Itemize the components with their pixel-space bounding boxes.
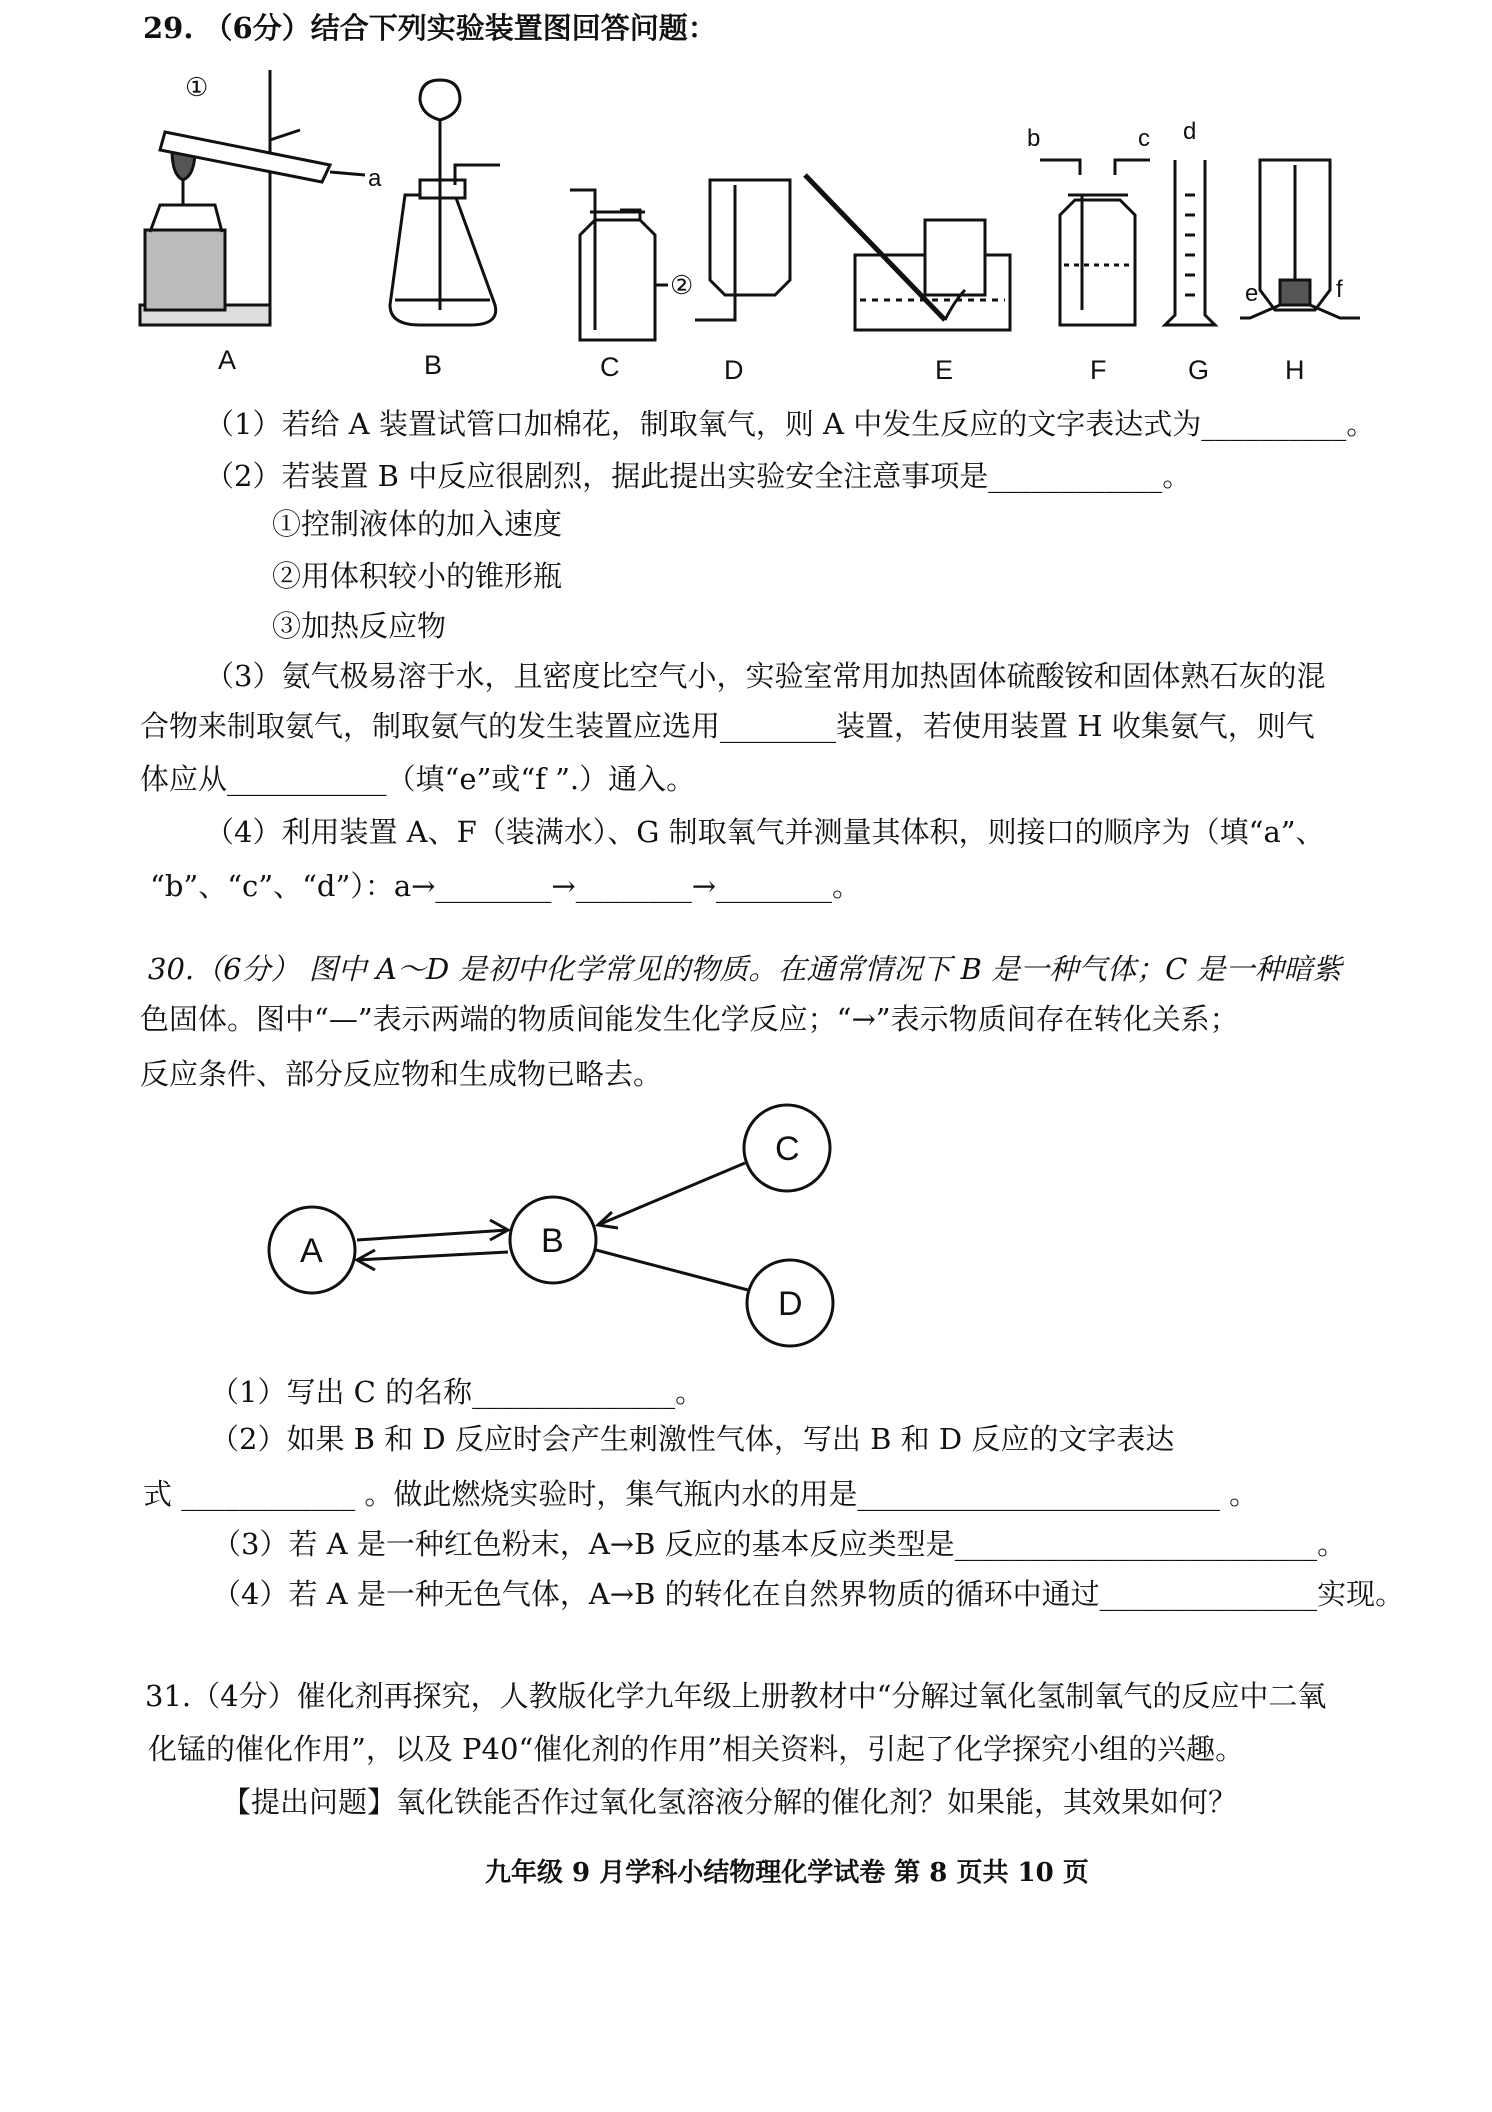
apparatus-label-c: C bbox=[600, 352, 620, 382]
apparatus-label-h: H bbox=[1285, 355, 1305, 385]
port-label-f: f bbox=[1336, 276, 1343, 303]
q30-sub4: （4）若 A 是一种无色气体，A→B 的转化在自然界物质的循环中通过_______________实现。 bbox=[212, 1577, 1405, 1611]
port-label-circle2: ② bbox=[670, 270, 694, 300]
port-label-b: b bbox=[1027, 125, 1041, 152]
arrow-a-to-b bbox=[357, 1230, 508, 1240]
node-c-label: C bbox=[775, 1130, 800, 1168]
apparatus-label-a: A bbox=[218, 345, 237, 375]
line-b-to-d bbox=[596, 1250, 748, 1290]
apparatus-label-d: D bbox=[724, 355, 744, 385]
port-label-circle1: ① bbox=[185, 72, 209, 102]
port-label-e: e bbox=[1245, 280, 1259, 307]
q30-header-line1: 30.（6分） 图中 A～D 是初中化学常见的物质。在通常情况下 B 是一种气体；C 是一种暗紫 bbox=[148, 952, 1342, 986]
q30-sub2-line2: 式 ____________ 。做此燃烧实验时，集气瓶内水的用是_________________________ 。 bbox=[143, 1477, 1259, 1511]
q31-line2: 化锰的催化作用”，以及 P40“催化剂的作用”相关资料，引起了化学探究小组的兴趣。 bbox=[148, 1732, 1245, 1766]
q29-sub3-line2: 合物来制取氨气，制取氨气的发生装置应选用________装置，若使用装置 H 收集氨气，则气 bbox=[140, 709, 1315, 743]
q31-line3: 【提出问题】氧化铁能否作过氧化氢溶液分解的催化剂？如果能，其效果如何？ bbox=[222, 1785, 1238, 1819]
apparatus-label-f: F bbox=[1090, 355, 1107, 385]
q30-header-line2: 色固体。图中“—”表示两端的物质间能发生化学反应；“→”表示物质间存在转化关系； bbox=[140, 1002, 1239, 1036]
apparatus-label-g: G bbox=[1188, 355, 1210, 385]
q29-option-2: ②用体积较小的锥形瓶 bbox=[272, 559, 563, 593]
q29-option-3: ③加热反应物 bbox=[272, 609, 447, 643]
q29-sub3-line1: （3）氨气极易溶于水，且密度比空气小，实验室常用加热固体硫酸铵和固体熟石灰的混 bbox=[205, 659, 1326, 693]
q30-header-line3: 反应条件、部分反应物和生成物已略去。 bbox=[140, 1057, 663, 1091]
q31-line1: 31.（4分）催化剂再探究，人教版化学九年级上册教材中“分解过氧化氢制氧气的反应中二氧 bbox=[145, 1679, 1327, 1713]
q29-sub1: （1）若给 A 装置试管口加棉花，制取氧气，则 A 中发生反应的文字表达式为__________。 bbox=[205, 407, 1376, 441]
apparatus-label-b: B bbox=[424, 350, 443, 380]
arrow-c-to-b bbox=[598, 1163, 745, 1225]
port-label-a: a bbox=[368, 165, 382, 192]
page-footer: 九年级 9 月学科小结物理化学试卷 第 8 页共 10 页 bbox=[485, 1858, 1089, 1888]
port-label-c: c bbox=[1138, 125, 1150, 152]
q30-sub1: （1）写出 C 的名称______________。 bbox=[210, 1375, 705, 1409]
q29-header: 29. （6分）结合下列实验装置图回答问题： bbox=[143, 11, 717, 45]
node-a-label: A bbox=[300, 1232, 323, 1270]
arrow-b-to-a bbox=[357, 1252, 508, 1260]
q30-sub2-line1: （2）如果 B 和 D 反应时会产生刺激性气体，写出 B 和 D 反应的文字表达 bbox=[210, 1422, 1175, 1456]
q29-sub3-line3: 体应从___________（填“e”或“f ”.）通入。 bbox=[140, 762, 696, 796]
apparatus-label-e: E bbox=[935, 355, 954, 385]
node-b-label: B bbox=[541, 1222, 564, 1260]
q29-sub4-line2: “b”、“c”、“d”）：a→________→________→________。 bbox=[150, 869, 862, 903]
q29-sub2: （2）若装置 B 中反应很剧烈，据此提出实验安全注意事项是____________。 bbox=[205, 459, 1192, 493]
node-d-label: D bbox=[778, 1285, 803, 1323]
q29-sub4-line1: （4）利用装置 A、F（装满水）、G 制取氧气并测量其体积，则接口的顺序为（填“a”、 bbox=[205, 815, 1325, 849]
q30-sub3: （3）若 A 是一种红色粉末，A→B 反应的基本反应类型是_________________________。 bbox=[212, 1527, 1347, 1561]
q29-option-1: ①控制液体的加入速度 bbox=[272, 507, 563, 541]
port-label-d: d bbox=[1183, 118, 1197, 145]
